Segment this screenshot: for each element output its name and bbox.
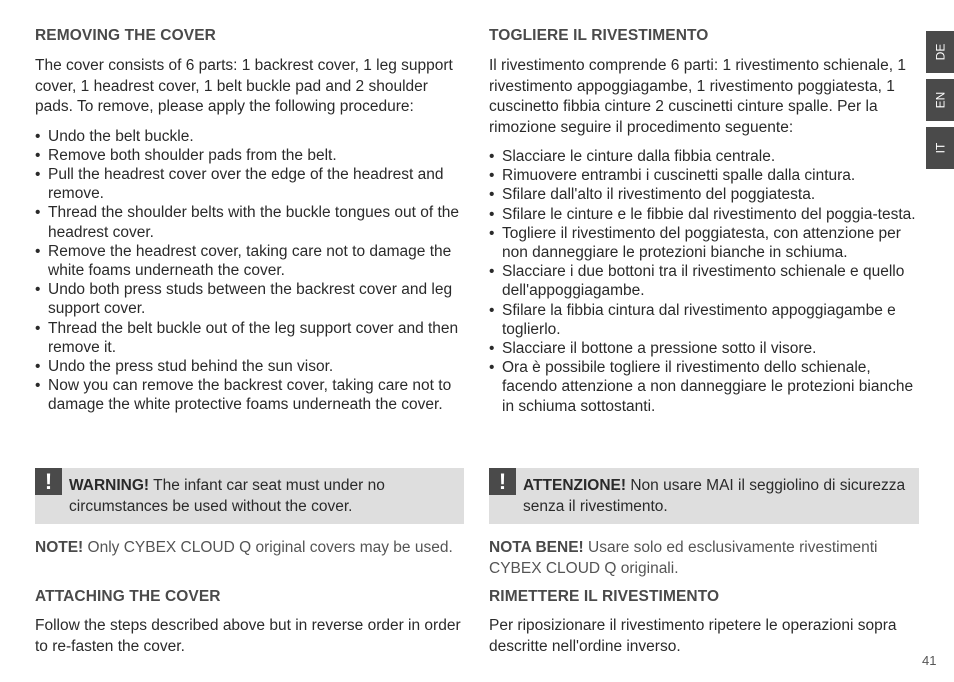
list-item: • Sfilare dall'alto il rivestimento del poggiatesta. — [489, 185, 919, 204]
warning-body: Non usare MAI il seggiolino di sicurezza senza il rivestimento. — [523, 477, 906, 515]
page-number: 41 — [922, 653, 937, 668]
tab-it[interactable] — [926, 127, 954, 169]
note-label: NOTA BENE! — [489, 539, 584, 556]
list-item: • Undo the belt buckle. — [35, 127, 463, 146]
list-item: • Pull the headrest cover over the edge of the headrest and remove. — [35, 165, 463, 203]
list-item: • Now you can remove the backrest cover, taking care not to damage the white protective foams underneath the cover. — [35, 376, 463, 414]
list-item: • Ora è possibile togliere il rivestimento dello schienale, facendo attenzione a non danneggiare le protezioni bianche in schiuma sottostanti. — [489, 358, 919, 416]
warning-text — [523, 476, 911, 517]
warning-icon: ! — [35, 468, 62, 495]
tab-en[interactable] — [926, 79, 954, 121]
list-item: • Slacciare i due bottoni tra il rivestimento schienale e quello dell'appoggiagambe. — [489, 262, 919, 300]
list-item: • Thread the shoulder belts with the buckle tongues out of the headrest cover. — [35, 203, 463, 241]
tab-de[interactable] — [926, 31, 954, 73]
note-body: Only CYBEX CLOUD Q original covers may be used. — [83, 539, 453, 556]
warning-body: The infant car seat must under no circumstances be used without the cover. — [69, 477, 385, 515]
list-item: • Sfilare le cinture e le fibbie dal rivestimento del poggia-testa. — [489, 205, 919, 224]
note-label: NOTE! — [35, 539, 84, 556]
list-item: • Remove both shoulder pads from the belt. — [35, 146, 463, 165]
list-item: • Thread the belt buckle out of the leg support cover and then remove it. — [35, 319, 463, 357]
warning-text — [69, 476, 456, 517]
steps-list — [35, 127, 463, 415]
warning-icon: ! — [489, 468, 516, 495]
note-paragraph — [489, 538, 919, 579]
list-item: • Sfilare la fibbia cintura dal rivestimento appoggiagambe e toglierlo. — [489, 301, 919, 339]
intro-paragraph: The cover consists of 6 parts: 1 backrest cover, 1 leg support cover, 1 headrest cover, 1 belt buckle pad and 2 shoulder pads. To remove, please apply the following procedure: — [35, 57, 453, 115]
warning-box — [35, 468, 464, 524]
tab-label: IT — [932, 142, 947, 154]
closing-paragraph: Follow the steps described above but in reverse order in order to re-fasten the cover. — [35, 617, 461, 655]
list-item: • Remove the headrest cover, taking care not to damage the white foams underneath the cover. — [35, 242, 463, 280]
section-heading: RIMETTERE IL RIVESTIMENTO — [489, 588, 720, 605]
intro-paragraph: Il rivestimento comprende 6 parti: 1 rivestimento schienale, 1 rivestimento appoggiagambe, 1 rivestimento poggiatesta, 1 cuscinetto fibbia cinture 2 cuscinetti cinture spalle. Per la rimozione seguire il procedimento seguente: — [489, 57, 906, 136]
warning-label: ATTENZIONE! — [523, 477, 627, 494]
tab-label: EN — [932, 91, 947, 109]
tab-label: DE — [932, 43, 947, 61]
warning-label: WARNING! — [69, 477, 150, 494]
section-heading: TOGLIERE IL RIVESTIMENTO — [489, 27, 709, 44]
steps-list — [489, 147, 919, 416]
list-item: • Slacciare il bottone a pressione sotto il visore. — [489, 339, 919, 358]
list-item: • Undo both press studs between the backrest cover and leg support cover. — [35, 280, 463, 318]
list-item: • Undo the press stud behind the sun visor. — [35, 357, 463, 376]
italian-column — [489, 26, 919, 416]
warning-box — [489, 468, 919, 524]
closing-paragraph: Per riposizionare il rivestimento ripetere le operazioni sopra descritte nell'ordine inverso. — [489, 617, 897, 655]
list-item: • Togliere il rivestimento del poggiatesta, con attenzione per non danneggiare le protezioni bianche in schiuma. — [489, 224, 919, 262]
english-column — [35, 26, 463, 415]
list-item: • Slacciare le cinture dalla fibbia centrale. — [489, 147, 919, 166]
note-paragraph — [35, 538, 463, 559]
list-item: • Rimuovere entrambi i cuscinetti spalle dalla cintura. — [489, 166, 919, 185]
section-heading: REMOVING THE COVER — [35, 27, 216, 44]
note-body: Usare solo ed esclusivamente rivestimenti CYBEX CLOUD Q originali. — [489, 539, 878, 577]
section-heading: ATTACHING THE COVER — [35, 588, 221, 605]
